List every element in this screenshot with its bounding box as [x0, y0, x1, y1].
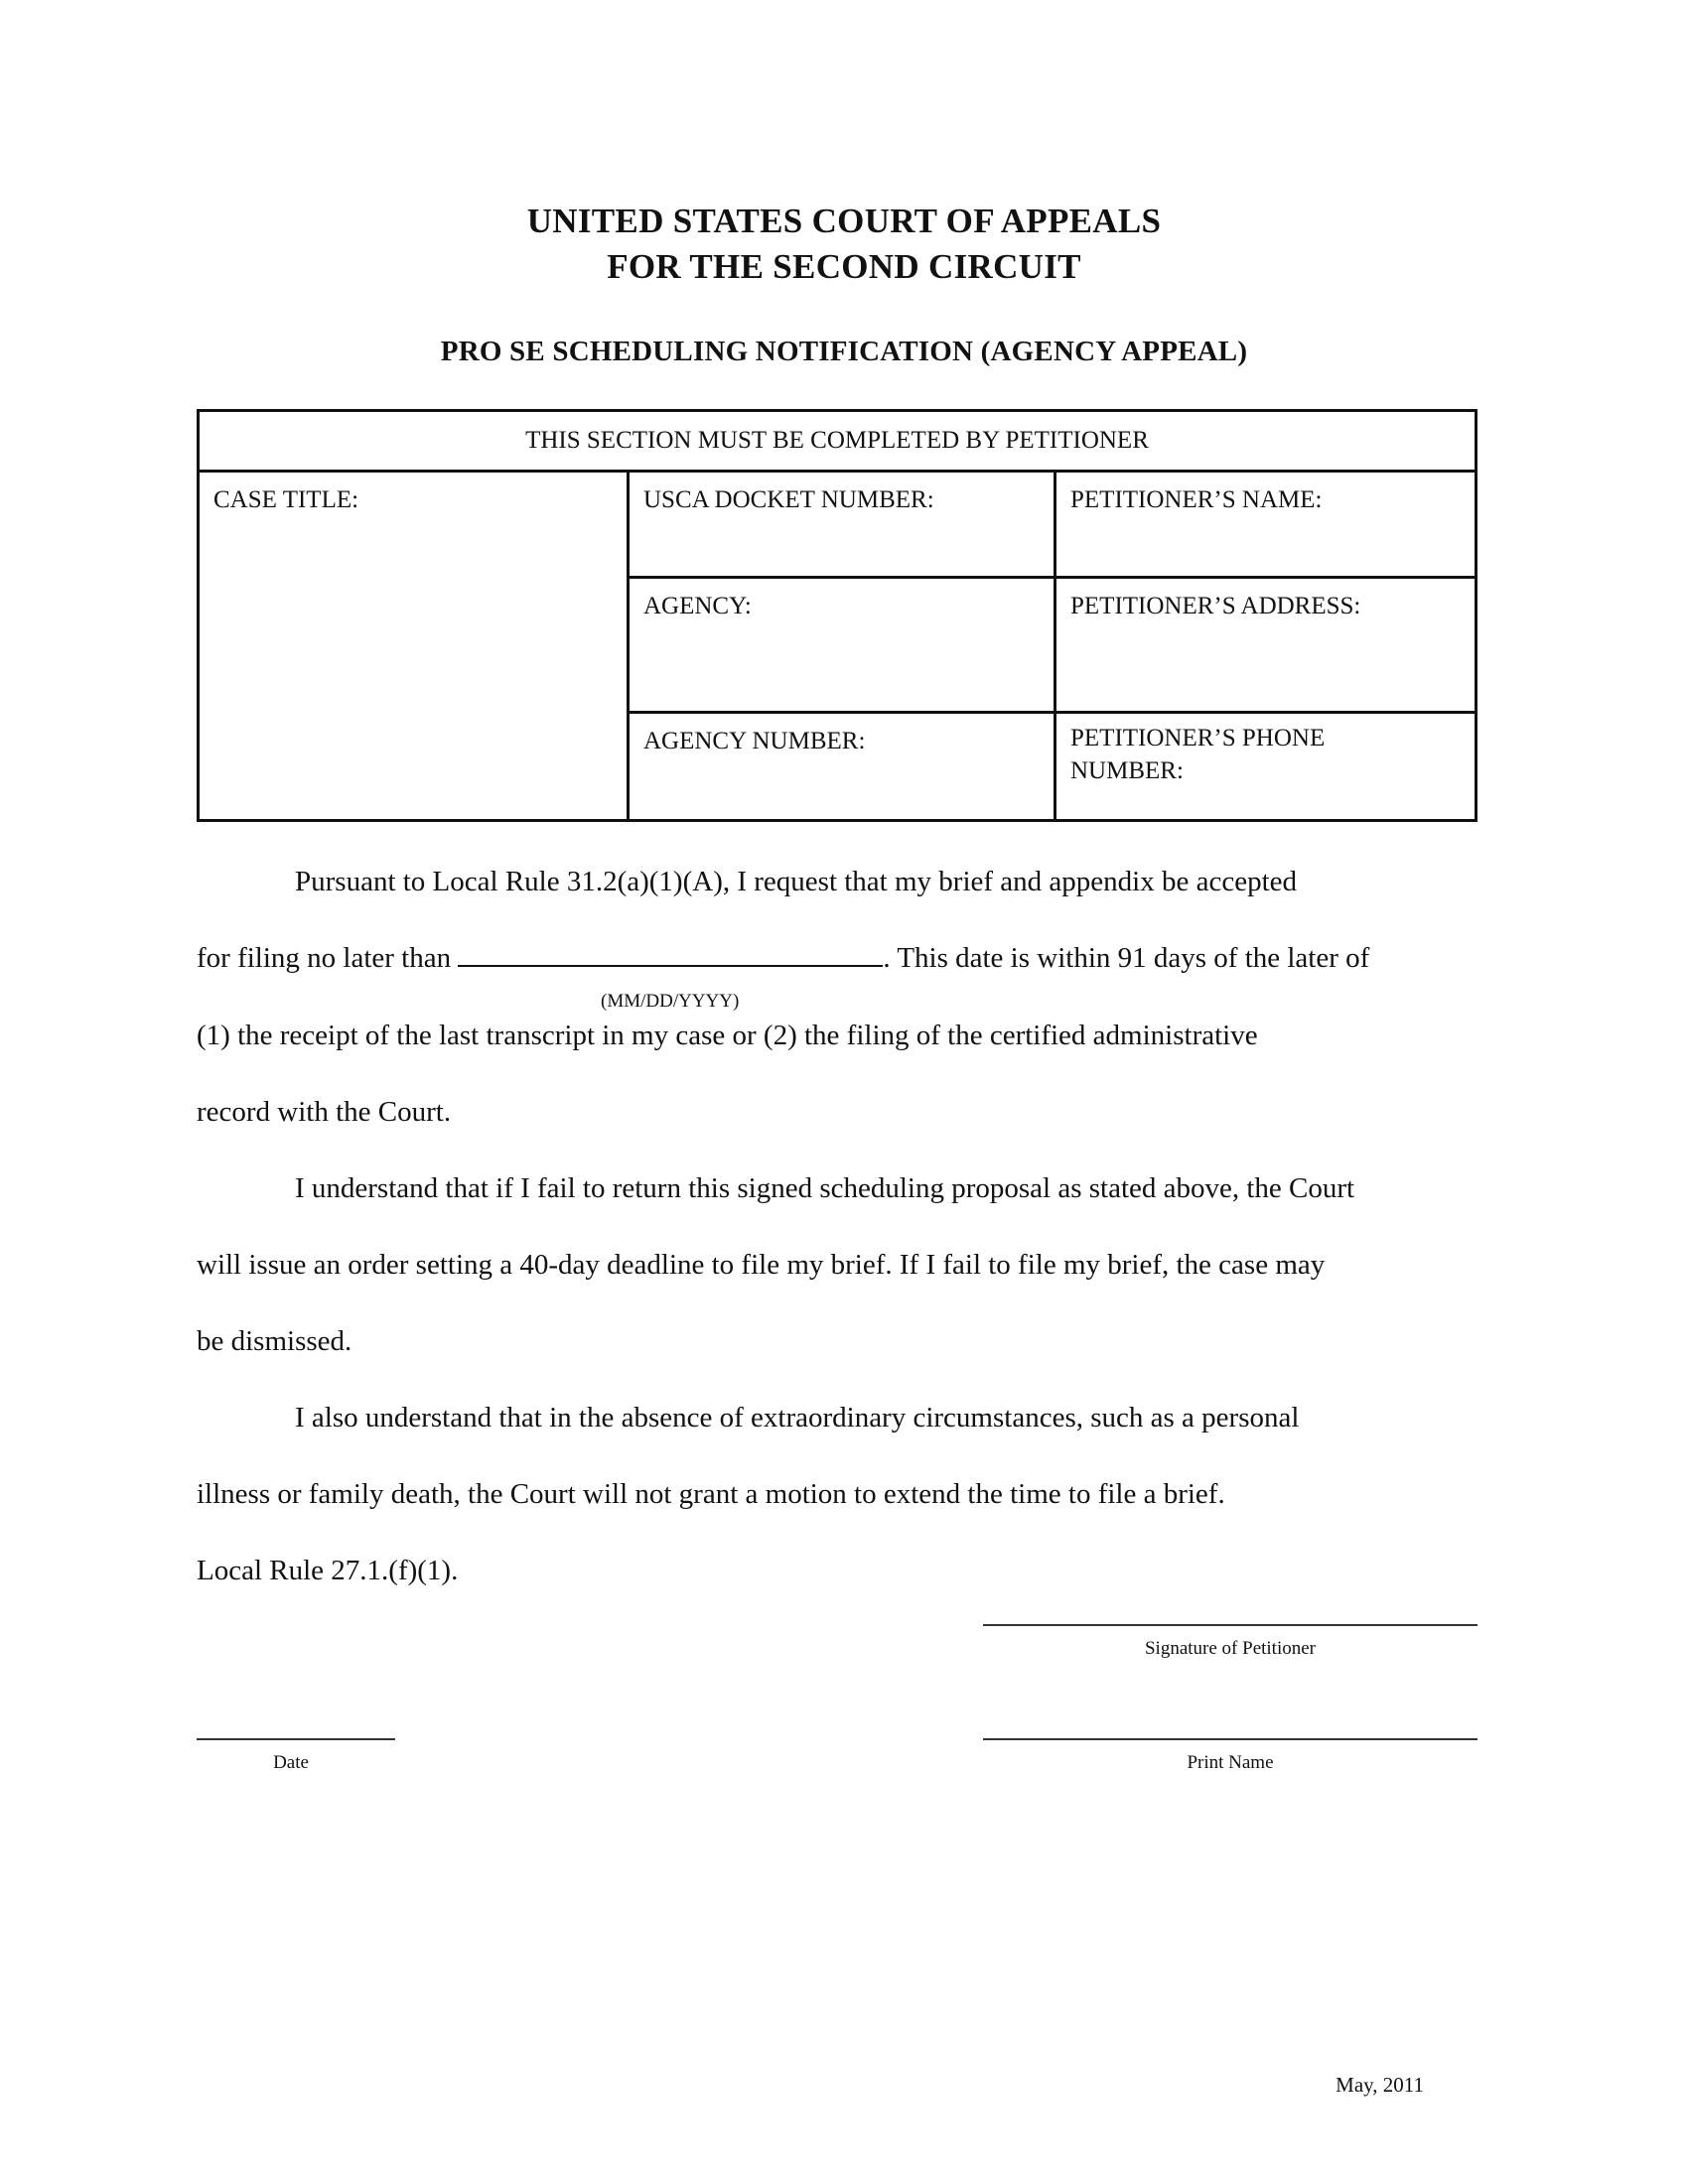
- section-header: THIS SECTION MUST BE COMPLETED BY PETITIONER: [525, 427, 1149, 454]
- revision-date: May, 2011: [1336, 2073, 1424, 2097]
- petitioner-address-field[interactable]: [1056, 579, 1475, 711]
- agency-field[interactable]: [630, 579, 1054, 711]
- paragraph-line: (1) the receipt of the last transcript in my case or (2) the filing of the certified administrative: [197, 1020, 1258, 1051]
- paragraph-line: illness or family death, the Court will not grant a motion to extend the time to file a brief.: [197, 1478, 1225, 1510]
- paragraph-line: I understand that if I fail to return this signed scheduling proposal as stated above, the Court: [295, 1172, 1355, 1204]
- paragraph-line: Pursuant to Local Rule 31.2(a)(1)(A), I request that my brief and appendix be accepted: [295, 866, 1297, 897]
- petitioner-phone-label: PETITIONER’S PHONE: [1070, 725, 1326, 751]
- paragraph-line: I also understand that in the absence of extraordinary circumstances, such as a personal: [295, 1402, 1300, 1433]
- paragraph-line: [197, 942, 1369, 975]
- petitioner-name-label: PETITIONER’S NAME:: [1070, 486, 1323, 513]
- petitioner-phone-label-cont: NUMBER:: [1070, 757, 1184, 784]
- agency-number-label: AGENCY NUMBER:: [643, 728, 866, 754]
- court-title: UNITED STATES COURT OF APPEALS: [526, 202, 1162, 240]
- date-line[interactable]: [197, 1738, 395, 1740]
- petitioner-address-label: PETITIONER’S ADDRESS:: [1070, 593, 1361, 619]
- petitioner-info-table: [197, 409, 1477, 822]
- form-subtitle: PRO SE SCHEDULING NOTIFICATION (AGENCY APPEAL): [440, 336, 1248, 367]
- case-title-label: CASE TITLE:: [213, 486, 359, 513]
- petitioner-phone-field[interactable]: [1056, 714, 1475, 819]
- signature-label: Signature of Petitioner: [1144, 1638, 1317, 1659]
- print-name-line[interactable]: [983, 1738, 1477, 1740]
- agency-number-field[interactable]: [630, 714, 1054, 819]
- petitioner-name-field[interactable]: [1056, 473, 1475, 576]
- paragraph-line: Local Rule 27.1.(f)(1).: [197, 1555, 459, 1586]
- date-format-label: (MM/DD/YYYY): [601, 991, 740, 1012]
- case-title-field[interactable]: [200, 473, 627, 819]
- paragraph-line: will issue an order setting a 40-day deadline to file my brief. If I fail to file my brief, the case may: [197, 1249, 1326, 1281]
- date-label: Date: [273, 1752, 309, 1773]
- paragraph-line: be dismissed.: [197, 1325, 352, 1357]
- filing-text-start: for filing no later than: [197, 942, 452, 974]
- paragraph-line: record with the Court.: [197, 1096, 452, 1128]
- agency-label: AGENCY:: [643, 593, 752, 619]
- print-name-label: Print Name: [1187, 1752, 1274, 1773]
- docket-number-field[interactable]: [630, 473, 1054, 576]
- signature-line[interactable]: [983, 1624, 1477, 1626]
- filing-date-blank[interactable]: [458, 943, 883, 967]
- filing-text-end: . This date is within 91 days of the later of: [883, 942, 1370, 974]
- docket-number-label: USCA DOCKET NUMBER:: [643, 486, 934, 513]
- circuit-title: FOR THE SECOND CIRCUIT: [607, 247, 1081, 286]
